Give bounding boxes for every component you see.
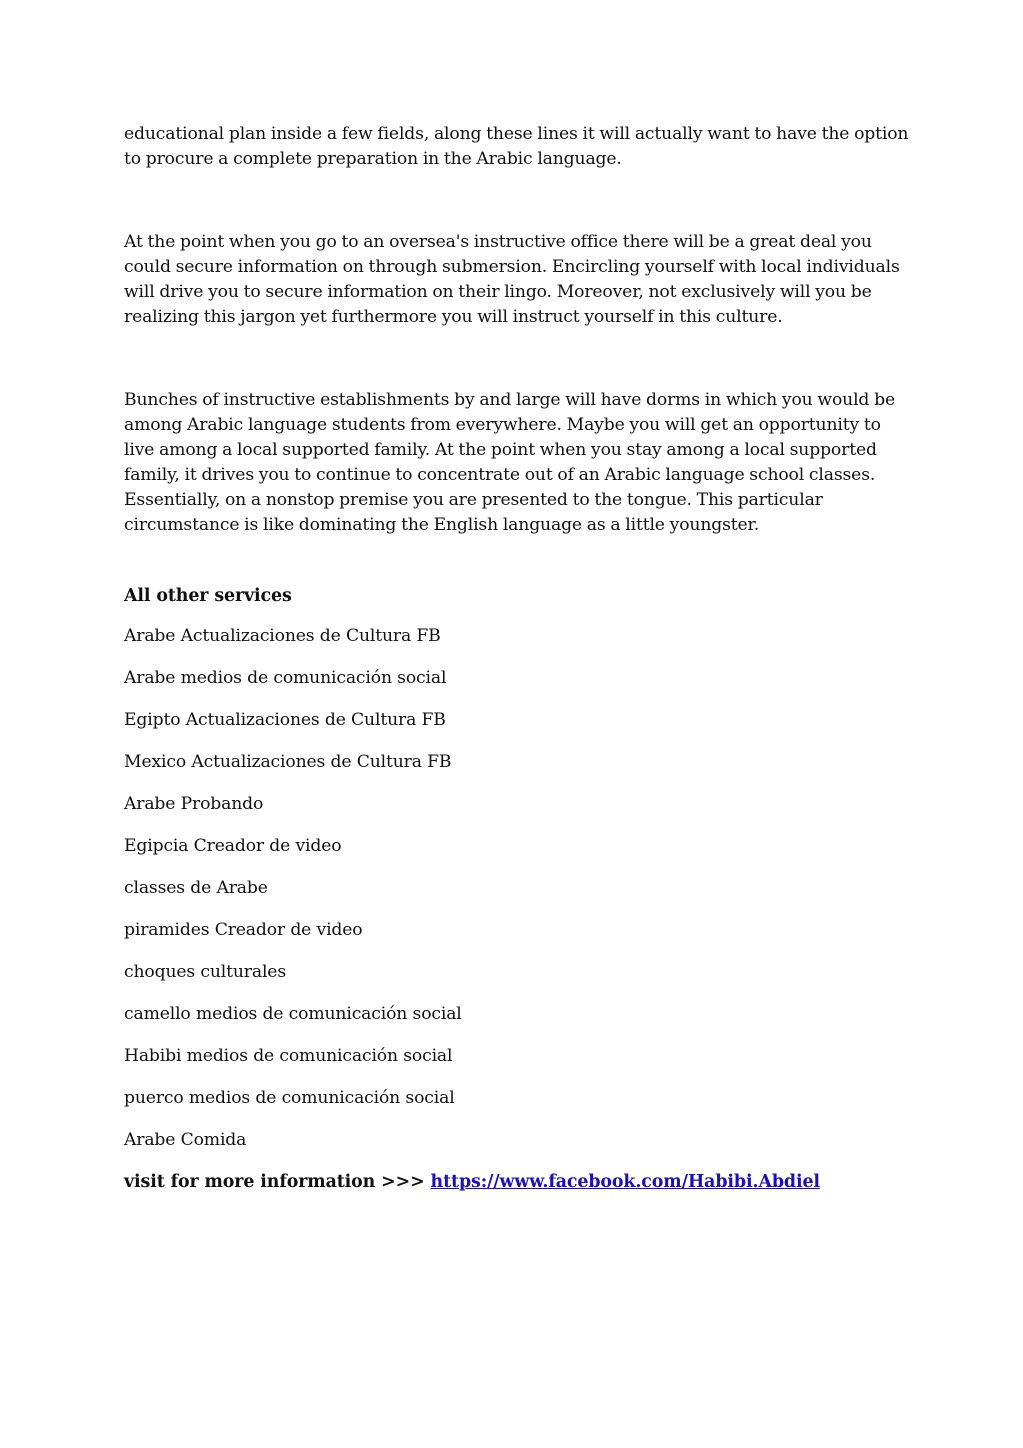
more-info-prefix: visit for more information >>> — [124, 1172, 431, 1192]
list-item: Arabe medios de comunicación social — [124, 668, 447, 688]
paragraph-dorms: Bunches of instructive establishments by and large will have dorms in which you would be among Arabic language students from everywhere. Maybe you will get an opportunity to live among a local supported family. At the point when you stay among a local supported family, it drives you to continue to concentrate out of an Arabic language school classes. Essentially, on a nonstop premise you are presented to the tongue. This particular circumstance is like dominating the English language as a little youngster. — [124, 390, 895, 535]
list-item: camello medios de comunicación social — [124, 1004, 462, 1024]
services-heading: All other services — [124, 586, 292, 606]
services-list — [124, 623, 914, 1153]
list-item: puerco medios de comunicación social — [124, 1088, 455, 1108]
more-info-line — [124, 1169, 914, 1195]
document-page — [124, 122, 914, 1195]
facebook-link[interactable]: https://www.facebook.com/Habibi.Abdiel — [430, 1172, 820, 1192]
paragraph-oversea-office: At the point when you go to an oversea's instructive office there will be a great deal you could secure information on through submersion. Encircling yourself with local individuals will drive you to secure information on their lingo. Moreover, not exclusively will you be realizing this jargon yet furthermore you will instruct yourself in this culture. — [124, 232, 900, 327]
list-item: piramides Creador de video — [124, 920, 363, 940]
list-item: Egipto Actualizaciones de Cultura FB — [124, 710, 446, 730]
list-item: Arabe Comida — [124, 1130, 247, 1150]
list-item: classes de Arabe — [124, 878, 268, 898]
list-item: Arabe Probando — [124, 794, 264, 814]
list-item: choques culturales — [124, 962, 286, 982]
list-item: Habibi medios de comunicación social — [124, 1046, 453, 1066]
paragraph-intro: educational plan inside a few fields, along these lines it will actually want to have the option to procure a complete preparation in the Arabic language. — [124, 124, 909, 169]
list-item: Mexico Actualizaciones de Cultura FB — [124, 752, 452, 772]
list-item: Egipcia Creador de video — [124, 836, 342, 856]
list-item: Arabe Actualizaciones de Cultura FB — [124, 626, 441, 646]
